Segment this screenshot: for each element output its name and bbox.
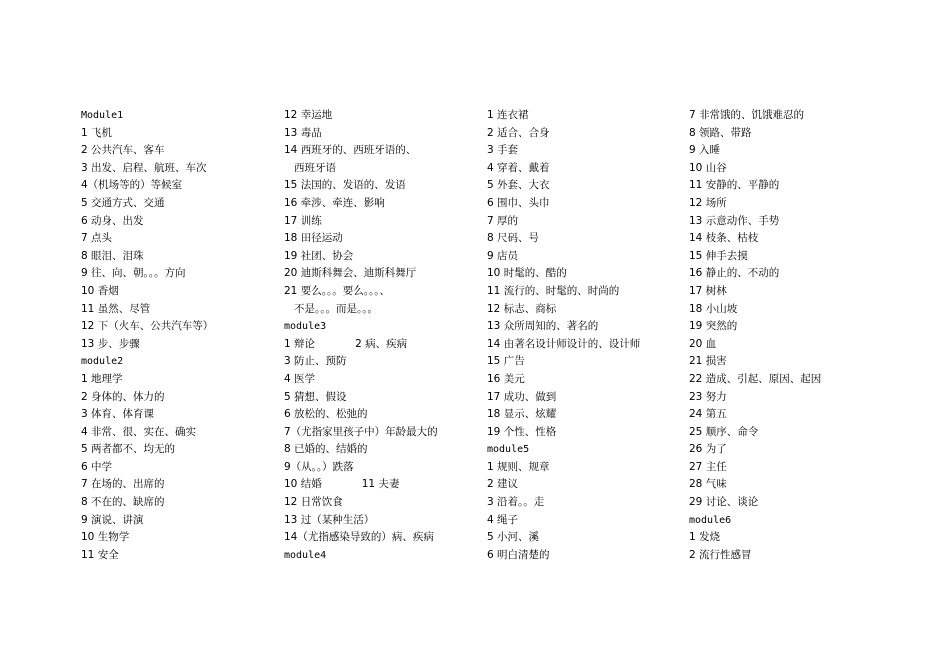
vocab-entry: 17 训练 <box>284 214 322 227</box>
vocab-entry: 18 小山坡 <box>689 302 738 315</box>
vocab-entry: 22 造成、引起、原因、起因 <box>689 372 822 385</box>
vocab-entry: 13 示意动作、手势 <box>689 214 780 227</box>
module-heading: module4 <box>284 549 327 561</box>
vocab-entry: 24 第五 <box>689 408 727 421</box>
vocab-entry: 12 日常饮食 <box>284 496 343 509</box>
vocab-entry: 28 气味 <box>689 478 727 491</box>
vocab-entry: 26 为了 <box>689 443 727 456</box>
vocab-entry: 14 西班牙的、西班牙语的、 <box>284 144 417 157</box>
vocab-entry: 3 体育、体育课 <box>81 408 155 421</box>
vocab-entry: 8 领路、带路 <box>689 126 752 139</box>
vocab-entry: 7 厚的 <box>487 214 519 227</box>
vocab-entry: 10 结婚 11 夫妻 <box>284 478 400 491</box>
vocab-entry: 18 显示、炫耀 <box>487 408 557 421</box>
vocab-entry: 16 牵涉、牵连、影响 <box>284 196 385 209</box>
vocab-entry: 12 标志、商标 <box>487 302 557 315</box>
vocab-entry: 4 穿着、戴着 <box>487 161 550 174</box>
vocab-entry: 14 枝条、枯枝 <box>689 232 759 245</box>
vocab-column-2 <box>284 107 484 564</box>
vocab-entry: 2 建议 <box>487 478 519 491</box>
vocab-entry: 1 辩论 2 病、疾病 <box>284 337 408 350</box>
vocab-entry: 29 讨论、谈论 <box>689 496 759 509</box>
vocab-entry: 9 入睡 <box>689 144 721 157</box>
vocab-entry: 3 沿着。。走 <box>487 496 545 509</box>
vocab-entry: 19 突然的 <box>689 320 738 333</box>
vocab-entry: 8 尺码、号 <box>487 232 540 245</box>
vocab-entry: 19 个性、性格 <box>487 425 557 438</box>
vocab-entry: 2 身体的、体力的 <box>81 390 165 403</box>
vocab-entry: 6 放松的、松弛的 <box>284 408 368 421</box>
vocab-entry: 21 损害 <box>689 355 727 368</box>
vocab-entry: 13 毒品 <box>284 126 322 139</box>
vocab-entry: 9 店员 <box>487 249 519 262</box>
vocab-entry: 12 下（火车、公共汽车等） <box>81 320 214 333</box>
vocab-entry: 13 步、步骤 <box>81 337 140 350</box>
vocab-entry: 2 适合、合身 <box>487 126 550 139</box>
vocab-entry: 5 小河、溪 <box>487 531 540 544</box>
vocab-entry: 10 香烟 <box>81 284 119 297</box>
vocab-entry: 2 流行性感冒 <box>689 548 752 561</box>
vocab-entry: 4 医学 <box>284 372 316 385</box>
vocab-entry: 12 幸运地 <box>284 109 333 121</box>
vocab-entry: 16 静止的、不动的 <box>689 267 780 280</box>
vocab-entry: 17 树林 <box>689 284 727 297</box>
vocab-entry: 9（从。。）跌落 <box>284 460 354 473</box>
vocab-entry: 20 迪斯科舞会、迪斯科舞厅 <box>284 267 417 280</box>
vocab-entry: 5 交通方式、交通 <box>81 196 165 209</box>
vocab-entry: 8 眼泪、泪珠 <box>81 249 144 262</box>
module-heading: module3 <box>284 321 327 333</box>
vocab-column-3 <box>487 107 687 564</box>
vocab-entry: 1 发烧 <box>689 531 721 544</box>
vocab-entry: 15 广告 <box>487 355 525 368</box>
vocab-entry: 27 主任 <box>689 460 727 473</box>
vocab-entry: 5 猜想、假设 <box>284 390 347 403</box>
vocab-column-4 <box>689 107 889 564</box>
vocab-entry: 14（尤指感染导致的）病、疾病 <box>284 531 434 544</box>
vocab-entry: 11 安全 <box>81 548 119 561</box>
vocab-entry: 19 社团、协会 <box>284 249 354 262</box>
vocab-entry: 16 美元 <box>487 372 525 385</box>
vocab-entry: 7 在场的、出席的 <box>81 478 165 491</box>
vocab-entry: 8 不在的、缺席的 <box>81 496 165 509</box>
vocab-entry: 25 顺序、命令 <box>689 425 759 438</box>
vocab-entry: 9 演说、讲演 <box>81 513 144 526</box>
vocab-entry: 13 过（某种生活） <box>284 513 375 526</box>
vocab-entry: 11 流行的、时髦的、时尚的 <box>487 284 620 297</box>
module-heading: module2 <box>81 356 124 368</box>
vocab-entry: 23 努力 <box>689 390 727 403</box>
vocab-entry: 21 要么。。。要么。。。、 <box>284 284 390 297</box>
vocab-entry: 7（尤指家里孩子中）年龄最大的 <box>284 425 438 438</box>
vocab-entry: 4（机场等的）等候室 <box>81 179 183 192</box>
vocab-entry: 不是。。。而是。。。 <box>284 302 379 315</box>
vocab-entry: 5 两者都不、均无的 <box>81 443 176 456</box>
vocab-entry: 6 动身、出发 <box>81 214 144 227</box>
vocab-entry: 10 生物学 <box>81 531 130 544</box>
vocab-entry: 1 地理学 <box>81 372 123 385</box>
vocab-entry: 7 非常饿的、饥饿难忍的 <box>689 109 805 121</box>
vocab-entry: 6 围巾、头巾 <box>487 196 550 209</box>
vocab-entry: 15 法国的、发语的、发语 <box>284 179 406 192</box>
vocab-entry: 9 往、向、朝。。。方向 <box>81 267 186 280</box>
vocab-entry: 8 已婚的、结婚的 <box>284 443 368 456</box>
vocab-entry: 3 手套 <box>487 144 519 157</box>
vocab-entry: 15 伸手去摸 <box>689 249 748 262</box>
vocab-entry: 10 山谷 <box>689 161 727 174</box>
vocab-entry: 6 明白清楚的 <box>487 548 550 561</box>
vocab-entry: 2 公共汽车、客车 <box>81 144 165 157</box>
vocab-entry: 7 点头 <box>81 232 113 245</box>
vocab-entry: 17 成功、做到 <box>487 390 557 403</box>
vocab-entry: 6 中学 <box>81 460 113 473</box>
vocab-entry: 1 飞机 <box>81 126 113 139</box>
vocab-entry: 12 场所 <box>689 196 727 209</box>
vocab-entry: 4 绳子 <box>487 513 519 526</box>
module-heading: Module1 <box>81 110 124 121</box>
vocab-entry: 13 众所周知的、著名的 <box>487 320 599 333</box>
vocab-entry: 20 血 <box>689 337 717 350</box>
vocab-entry: 西班牙语 <box>284 161 337 174</box>
vocab-entry: 10 时髦的、酷的 <box>487 267 567 280</box>
vocab-entry: 5 外套、大衣 <box>487 179 550 192</box>
vocab-entry: 11 虽然、尽管 <box>81 302 151 315</box>
vocab-entry: 3 防止、预防 <box>284 355 347 368</box>
vocab-entry: 4 非常、很、实在、确实 <box>81 425 197 438</box>
vocab-entry: 18 田径运动 <box>284 232 343 245</box>
vocab-column-1 <box>81 107 281 564</box>
vocab-entry: 14 由著名设计师设计的、设计师 <box>487 337 641 350</box>
module-heading: module5 <box>487 444 530 456</box>
vocab-entry: 1 连衣裙 <box>487 109 529 121</box>
module-heading: module6 <box>689 514 732 526</box>
vocab-entry: 11 安静的、平静的 <box>689 179 780 192</box>
vocab-entry: 1 规则、规章 <box>487 460 550 473</box>
vocab-entry: 3 出发、启程、航班、车次 <box>81 161 207 174</box>
